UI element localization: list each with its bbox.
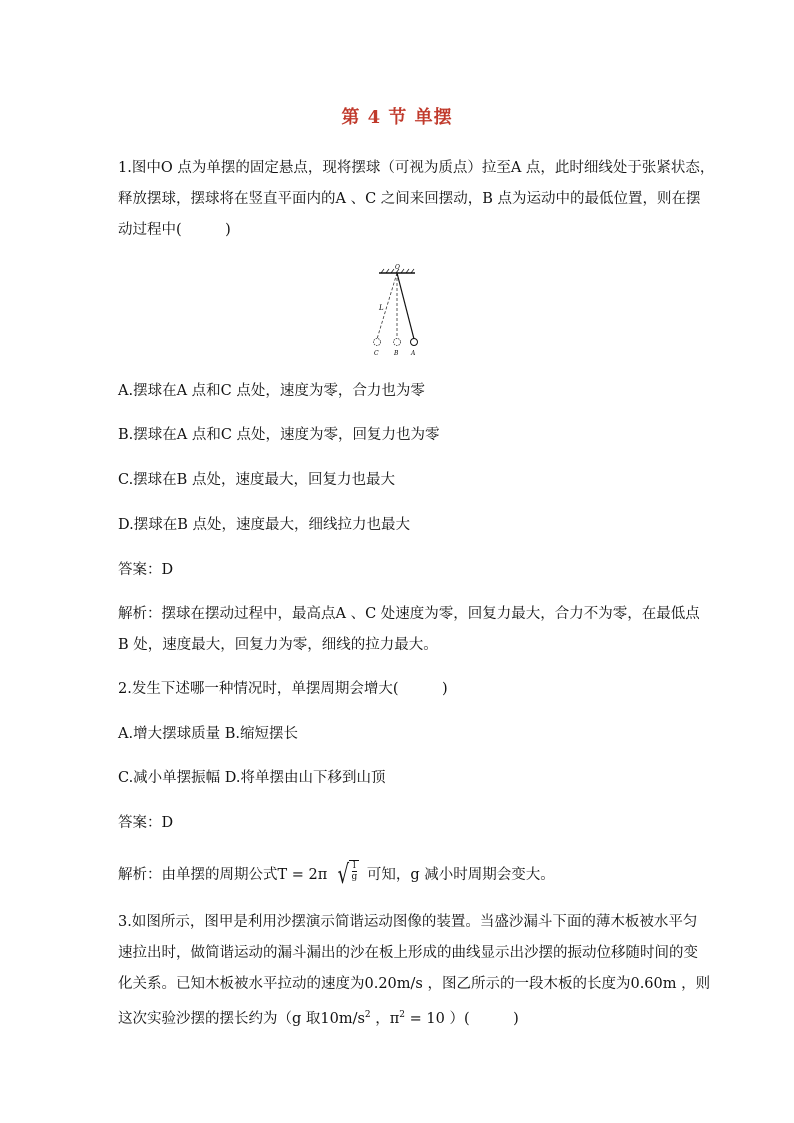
q3-stem-line-4 (118, 1004, 519, 1030)
q1-stem-line-1: 1.图中O 点为单摆的固定悬点，现将摆球（可视为质点）拉至A 点，此时细线处于张紧状态， (118, 160, 715, 176)
q3-last-suffix: = 10 ）( ) (405, 1010, 519, 1027)
q3-sup-1: 2 (364, 1010, 371, 1020)
pendulum-figure (368, 262, 428, 360)
q1-stem-line-2: 释放摆球，摆球将在竖直平面内的A 、C 之间来回摆动，B 点为运动中的最低位置，则在摆 (118, 191, 701, 207)
q1-option-b: B.摆球在A 点和C 点处，速度为零，回复力也为零 (118, 427, 440, 443)
ball-a (411, 339, 418, 346)
sqrt-radical (335, 860, 359, 890)
q1-answer: 答案：D (118, 562, 174, 578)
fraction-numerator: l (352, 861, 356, 871)
q3-sup-2: 2 (399, 1010, 406, 1020)
label-o: O (395, 264, 400, 271)
ball-c (374, 339, 381, 346)
q3-last-prefix: 这次实验沙摆的摆长约为（g 取10m/s (118, 1010, 365, 1027)
q3-stem-line-2: 速拉出时，做简谐运动的漏斗漏出的沙在板上形成的曲线显示出沙摆的振动位移随时间的变 (118, 945, 698, 961)
string-a (397, 273, 414, 339)
q3-stem-line-3: 化关系。已知木板被水平拉动的速度为0.20m/s ，图乙所示的一段木板的长度为0.60m ，则 (118, 976, 711, 992)
fraction-denominator: g (351, 872, 358, 882)
q2-analysis-suffix: 可知，g 减小时周期会变大。 (366, 867, 555, 883)
q3-last-mid: ，π (370, 1010, 400, 1027)
q1-option-d: D.摆球在B 点处，速度最大，细线拉力也最大 (118, 517, 410, 533)
q1-stem-line-3: 动过程中( ) (118, 222, 231, 238)
q1-analysis-line-1: 解析：摆球在摆动过程中，最高点A 、C 处速度为零，回复力最大，合力不为零，在最低点 (118, 606, 700, 622)
label-c: C (374, 350, 379, 357)
q2-options-line-2: C.减小单摆振幅 D.将单摆由山下移到山顶 (118, 770, 386, 786)
q2-analysis (118, 860, 555, 890)
page-title: 第 4 节 单摆 (341, 107, 453, 128)
label-l: L (379, 304, 384, 312)
ball-b (394, 339, 401, 346)
fraction (349, 860, 359, 890)
q2-options-line-1: A.增大摆球质量 B.缩短摆长 (118, 726, 298, 742)
q2-answer: 答案：D (118, 815, 174, 831)
q1-option-c: C.摆球在B 点处，速度最大，回复力也最大 (118, 472, 395, 488)
q1-analysis-line-2: B 处，速度最大，回复力为零，细线的拉力最大。 (118, 637, 438, 653)
label-a: A (411, 350, 416, 357)
q3-stem-line-1: 3.如图所示，图甲是利用沙摆演示简谐运动图像的装置。当盛沙漏斗下面的薄木板被水平匀 (118, 914, 698, 930)
sqrt-icon: √ (337, 860, 349, 890)
q1-option-a: A.摆球在A 点和C 点处，速度为零，合力也为零 (118, 383, 425, 399)
q2-analysis-prefix: 解析：由单摆的周期公式T = 2π (118, 867, 328, 883)
label-b: B (394, 350, 399, 357)
period-formula (332, 860, 362, 890)
q2-stem: 2.发生下述哪一种情况时，单摆周期会增大( ) (118, 681, 448, 697)
